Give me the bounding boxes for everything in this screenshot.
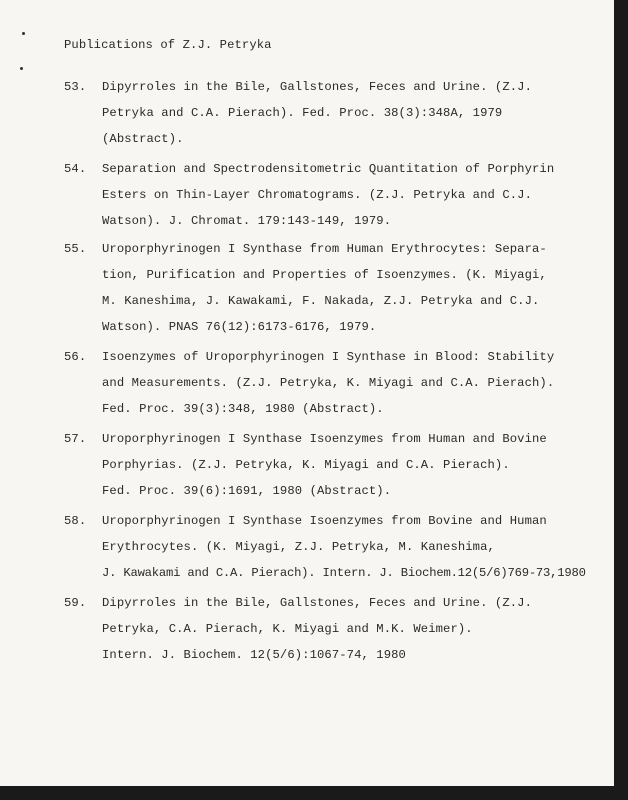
entry-line: Porphyrias. (Z.J. Petryka, K. Miyagi and C.A. Pierach). (102, 458, 510, 472)
page-title: Publications of Z.J. Petryka (64, 38, 272, 52)
entry-line: M. Kaneshima, J. Kawakami, F. Nakada, Z.J. Petryka and C.J. (102, 294, 540, 308)
entry-line: Uroporphyrinogen I Synthase from Human Erythrocytes: Separa- (102, 242, 547, 256)
entry-number: 55. (64, 242, 87, 256)
entry-line: J. Kawakami and C.A. Pierach). Intern. J. Biochem.12(5/6)769-73,1980 (102, 566, 586, 580)
entry-line: Separation and Spectrodensitometric Quantitation of Porphyrin (102, 162, 555, 176)
entry-number: 58. (64, 514, 87, 528)
margin-dot (20, 67, 23, 70)
entry-line: Esters on Thin-Layer Chromatograms. (Z.J. Petryka and C.J. (102, 188, 532, 202)
entry-line: Isoenzymes of Uroporphyrinogen I Synthase in Blood: Stability (102, 350, 555, 364)
entry-number: 53. (64, 80, 87, 94)
entry-line: Uroporphyrinogen I Synthase Isoenzymes from Bovine and Human (102, 514, 547, 528)
entry-line: Dipyrroles in the Bile, Gallstones, Feces and Urine. (Z.J. (102, 80, 532, 94)
entry-number: 59. (64, 596, 87, 610)
entry-number: 54. (64, 162, 87, 176)
entry-line: and Measurements. (Z.J. Petryka, K. Miyagi and C.A. Pierach). (102, 376, 555, 390)
entry-line: (Abstract). (102, 132, 184, 146)
entry-number: 57. (64, 432, 87, 446)
entry-line: Fed. Proc. 39(3):348, 1980 (Abstract). (102, 402, 384, 416)
entry-line: tion, Purification and Properties of Isoenzymes. (K. Miyagi, (102, 268, 547, 282)
margin-dot (22, 32, 25, 35)
entry-line: Watson). PNAS 76(12):6173-6176, 1979. (102, 320, 377, 334)
entry-line: Erythrocytes. (K. Miyagi, Z.J. Petryka, M. Kaneshima, (102, 540, 495, 554)
entry-line: Watson). J. Chromat. 179:143-149, 1979. (102, 214, 392, 228)
entry-line: Uroporphyrinogen I Synthase Isoenzymes from Human and Bovine (102, 432, 547, 446)
entry-number: 56. (64, 350, 87, 364)
entry-line: Petryka, C.A. Pierach, K. Miyagi and M.K. Weimer). (102, 622, 473, 636)
entry-line: Fed. Proc. 39(6):1691, 1980 (Abstract). (102, 484, 392, 498)
entry-line: Petryka and C.A. Pierach). Fed. Proc. 38(3):348A, 1979 (102, 106, 503, 120)
entry-line: Dipyrroles in the Bile, Gallstones, Feces and Urine. (Z.J. (102, 596, 532, 610)
entry-line: Intern. J. Biochem. 12(5/6):1067-74, 1980 (102, 648, 406, 662)
